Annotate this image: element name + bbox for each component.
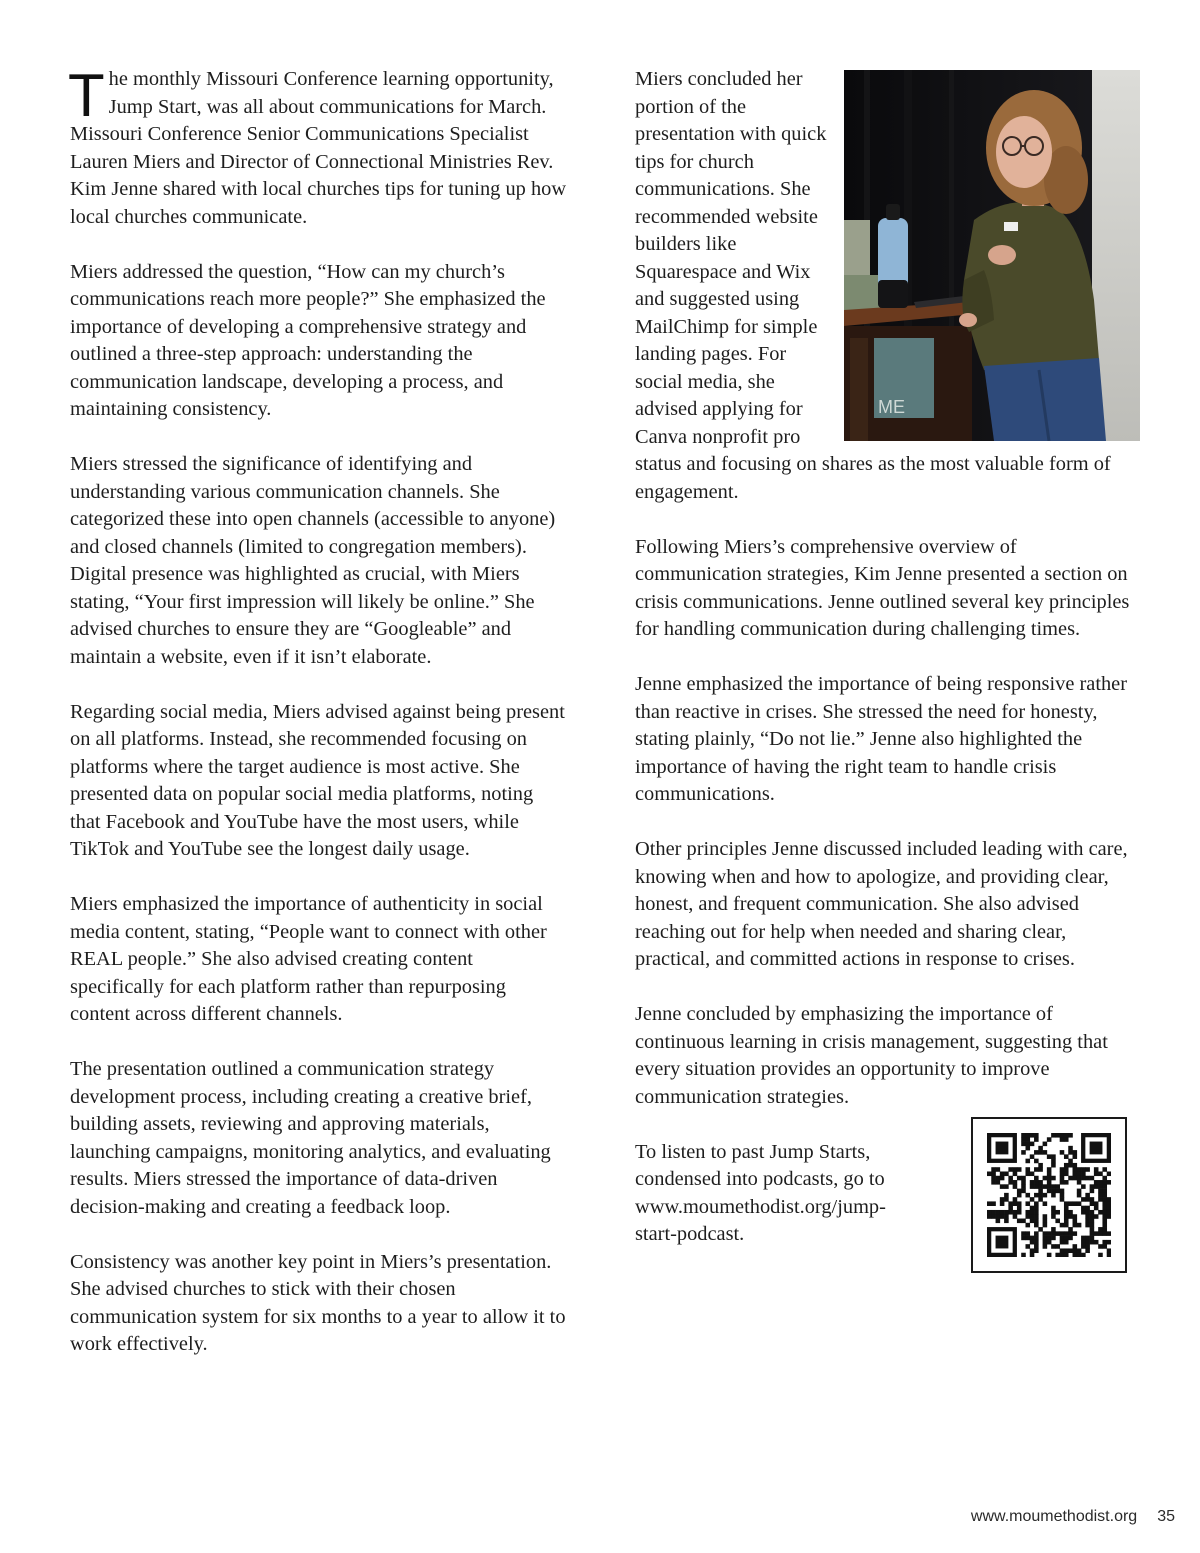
qr-code-pattern: [987, 1133, 1111, 1257]
podium-text: ME: [878, 397, 905, 417]
qr-code[interactable]: [971, 1117, 1127, 1273]
body-paragraph: The presentation outlined a communication strategy development process, including creating a creative brief, building assets, reviewing and approving materials, launching campaigns, monitoring analytics, and evaluating results. Miers stressed the importance of data-driven decision-making and creating a feedback loop.: [70, 1058, 551, 1218]
speaker-photo: [844, 70, 1140, 441]
body-paragraph: Other principles Jenne discussed included leading with care, knowing when and how to apologize, and providing clear, honest, and frequent communication. She also advised reaching out for help when needed and sharing clear, practical, and committed actions in response to crises.: [635, 838, 1128, 970]
body-paragraph: Jenne emphasized the importance of being responsive rather than reactive in crises. She stressed the need for honesty, stating plainly, “Do not lie.” Jenne also highlighted the importance of having the right team to handle crisis communications.: [635, 673, 1128, 805]
footer-website[interactable]: www.moumethodist.org: [970, 1508, 1138, 1525]
body-paragraph: Miers addressed the question, “How can my church’s communications reach more people?” She emphasized the importance of developing a comprehensive strategy and outlined a three-step approach: understanding the communication landscape, developing a process, and maintaining consistency.: [70, 260, 546, 420]
intro-text: he monthly Missouri Conference learning opportunity, Jump Start, was all about communications for March. Missouri Conference Senior Communications Specialist Lauren Miers and Director of Connectional Ministries Rev. Kim Jenne shared with local churches tips for tuning up how local churches communicate.: [70, 68, 567, 228]
left-column: [68, 62, 568, 1386]
body-paragraph: Consistency was another key point in Miers’s presentation. She advised churches to stick with their chosen communication system for six months to a year to allow it to work effectively.: [70, 1250, 566, 1355]
body-paragraph: Miers stressed the significance of identifying and understanding various communication channels. She categorized these into open channels (accessible to anyone) and closed channels (limited to congregation members). Digital presence was highlighted as crucial, with Miers stating, “Your first impression will likely be online.” She advised churches to ensure they are “Googleable” and maintain a website, even if it isn’t elaborate.: [70, 453, 556, 668]
body-paragraph: Miers concluded her portion of the presentation with quick tips for church communications. She recommended website builders like Squarespace and Wix and suggested using MailChimp for simple landing pages. For social media, she advised applying for Canva nonprofit pro status and focusing on shares as the most valuable form of engagement.: [635, 68, 1111, 503]
podcast-link-text[interactable]: To listen to past Jump Starts, condensed into podcasts, go to www.moumethodist.org/jump-start-podcast.: [635, 1140, 886, 1245]
right-column: [635, 66, 1135, 1276]
page-footer: [971, 1508, 1175, 1526]
page-number: 35: [1157, 1508, 1175, 1525]
body-paragraph: Miers emphasized the importance of authenticity in social media content, stating, “People want to connect with other REAL people.” She also advised creating content specifically for each platform rather than repurposing content across different channels.: [70, 893, 547, 1025]
body-paragraph: Following Miers’s comprehensive overview of communication strategies, Kim Jenne presented a section on crisis communications. Jenne outlined several key principles for handling communication during challenging times.: [635, 535, 1130, 640]
body-paragraph: Regarding social media, Miers advised against being present on all platforms. Instead, she recommended focusing on platforms where the target audience is most active. She presented data on popular social media platforms, noting that Facebook and YouTube have the most users, while TikTok and YouTube see the longest daily usage.: [70, 700, 565, 860]
body-paragraph: Jenne concluded by emphasizing the importance of continuous learning in crisis management, suggesting that every situation provides an opportunity to improve communication strategies.: [635, 1003, 1108, 1108]
podcast-callout: [635, 1139, 1135, 1249]
speaker-photo-illustration: [844, 70, 1140, 441]
intro-paragraph: [68, 62, 568, 231]
drop-cap: T: [68, 62, 105, 129]
